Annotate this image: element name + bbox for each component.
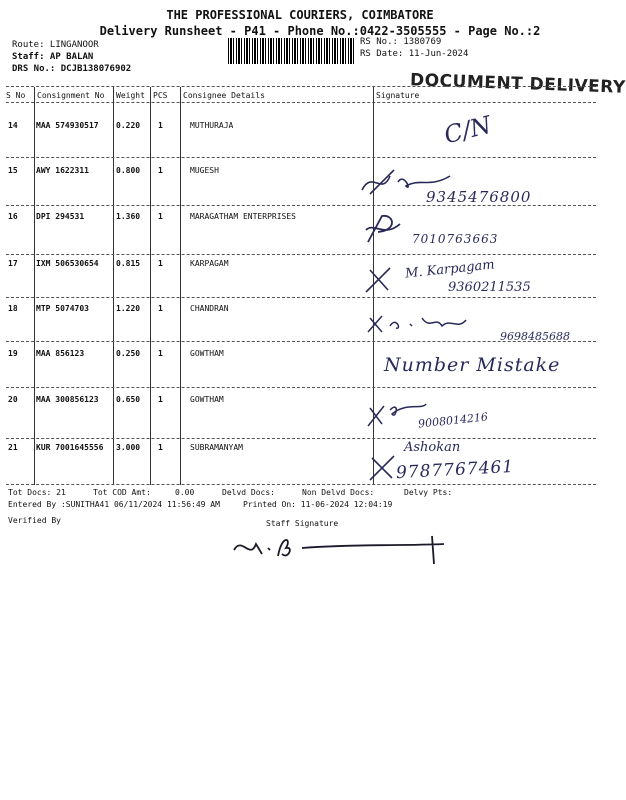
company-title: THE PROFESSIONAL COURIERS, COIMBATORE: [166, 8, 434, 22]
row-rule: [6, 387, 596, 388]
row-consignee: MUTHURAJA: [190, 121, 234, 130]
row-consignee: MARAGATHAM ENTERPRISES: [190, 212, 296, 221]
col-sno: S No: [6, 91, 26, 100]
entered-by: Entered By :SUNITHA41 06/11/2024 11:56:49 AM: [8, 500, 220, 509]
table-top-rule: [6, 86, 596, 87]
row-weight: 0.250: [116, 349, 141, 358]
row-weight: 1.360: [116, 212, 141, 221]
handwritten-note: C/N: [441, 110, 495, 150]
row-rule: [6, 297, 596, 298]
non-delvd-docs: Non Delvd Docs:: [302, 488, 375, 497]
delvd-docs: Delvd Docs:: [222, 488, 275, 497]
row-consignee: GOWTHAM: [190, 395, 224, 404]
col-weight: Weight: [116, 91, 145, 100]
row-rule: [6, 341, 596, 342]
row-rule: [6, 438, 596, 439]
handwritten-phone: 9008014216: [417, 410, 489, 431]
handwritten-phone: 9345476800: [426, 188, 532, 206]
row-pcs: 1: [158, 443, 163, 452]
row-weight: 0.815: [116, 259, 141, 268]
row-consignee: MUGESH: [190, 166, 219, 175]
runsheet-subtitle: Delivery Runsheet - P41 - Phone No.:0422-3505555 - Page No.:2: [99, 24, 541, 38]
row-consignment: IXM 506530654: [36, 259, 99, 268]
row-sno: 20: [8, 395, 18, 404]
row-consignee: GOWTHAM: [190, 349, 224, 358]
recipient-signature: [364, 212, 404, 248]
row-pcs: 1: [158, 259, 163, 268]
staff-label: Staff: AP BALAN: [12, 52, 94, 62]
recipient-signature: [366, 314, 496, 336]
rs-date: RS Date: 11-Jun-2024: [360, 49, 469, 59]
handwritten-phone: 9787767461: [395, 456, 515, 484]
row-consignee: CHANDRAN: [190, 304, 229, 313]
row-sno: 15: [8, 166, 18, 175]
row-consignee: KARPAGAM: [190, 259, 229, 268]
row-pcs: 1: [158, 304, 163, 313]
barcode: [228, 38, 354, 64]
row-consignment: DPI 294531: [36, 212, 85, 221]
col-divider: [150, 87, 151, 485]
row-rule: [6, 205, 596, 206]
handwritten-note: Number Mistake: [384, 354, 561, 376]
row-weight: 1.220: [116, 304, 141, 313]
row-weight: 3.000: [116, 443, 141, 452]
col-divider: [34, 87, 35, 485]
tot-docs: Tot Docs: 21: [8, 488, 66, 497]
header-rule: [6, 102, 596, 103]
staff-signature: [232, 530, 472, 570]
row-sno: 16: [8, 212, 18, 221]
row-pcs: 1: [158, 395, 163, 404]
row-sno: 21: [8, 443, 18, 452]
row-consignment: MAA 300856123: [36, 395, 99, 404]
tot-cod-value: 0.00: [175, 488, 195, 497]
row-weight: 0.220: [116, 121, 141, 130]
row-consignment: AWY 1622311: [36, 166, 89, 175]
row-consignment: MAA 574930517: [36, 121, 99, 130]
col-divider: [180, 87, 181, 485]
row-rule: [6, 254, 596, 255]
handwritten-phone: 7010763663: [412, 232, 499, 246]
row-pcs: 1: [158, 349, 163, 358]
row-weight: 0.650: [116, 395, 141, 404]
document-delivery-stamp: DOCUMENT DELIVERY: [409, 70, 626, 98]
recipient-tick-mark: [364, 264, 394, 294]
row-weight: 0.800: [116, 166, 141, 175]
handwritten-name: M. Karpagam: [404, 257, 496, 282]
row-pcs: 1: [158, 121, 163, 130]
row-consignment: MTP 5074703: [36, 304, 89, 313]
printed-on: Printed On: 11-06-2024 12:04:19: [243, 500, 393, 509]
delvy-pts: Delvy Pts:: [404, 488, 453, 497]
handwritten-phone: 9698485688: [500, 330, 570, 343]
handwritten-name: Ashokan: [404, 440, 461, 455]
row-sno: 18: [8, 304, 18, 313]
row-sno: 19: [8, 349, 18, 358]
row-pcs: 1: [158, 212, 163, 221]
row-consignment: MAA 856123: [36, 349, 85, 358]
col-signature: Signature: [376, 91, 420, 100]
row-rule: [6, 157, 596, 158]
row-consignee: SUBRAMANYAM: [190, 443, 243, 452]
row-pcs: 1: [158, 166, 163, 175]
route-label: Route: LINGANOOR: [12, 40, 99, 50]
col-pcs: PCS: [153, 91, 168, 100]
staff-signature-label: Staff Signature: [266, 519, 339, 528]
table-bottom-rule: [6, 484, 596, 485]
row-consignment: KUR 7001645556: [36, 443, 104, 452]
tot-cod-label: Tot COD Amt:: [93, 488, 151, 497]
col-consignee: Consignee Details: [183, 91, 265, 100]
drs-number: DRS No.: DCJB138076902: [12, 64, 132, 74]
row-sno: 14: [8, 121, 18, 130]
rs-number: RS No.: 1380769: [360, 37, 442, 47]
verified-by: Verified By: [8, 516, 61, 525]
handwritten-phone: 9360211535: [448, 280, 531, 295]
col-divider: [113, 87, 114, 485]
row-sno: 17: [8, 259, 18, 268]
col-consignment: Consignment No: [37, 91, 105, 100]
recipient-tick-mark: [368, 452, 398, 482]
